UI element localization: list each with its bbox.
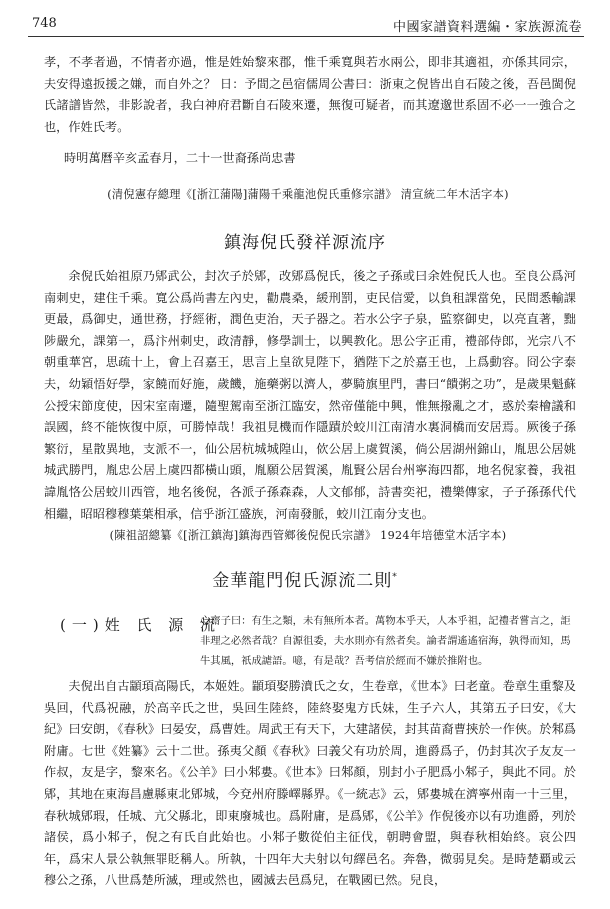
intro-signature: 時明萬曆辛亥孟春月，二十一世裔孫尚忠書 (64, 151, 296, 165)
subsection-note: 心齋子曰：有生之類，未有無所本者。萬物本乎天，人本乎祖，記禮者嘗言之，詎非理之必然者哉？自源徂委，夫水則亦有然者矣。論者謂遙遙宿海，孰得而知，馬牛其風，祇成謔語。噫，有是哉？吾考信於經而不嫌於推附也。 (200, 615, 571, 667)
source-citation-2: (陳祖詔總纂《[浙江鎮海]鎮海西管鄉後倪倪氏宗譜》 1924年培德堂木活字本) (109, 529, 507, 542)
section-1-body: 余倪氏始祖原乃郳武公，封次子於郳，改郳爲倪氏，後之子孫或曰余姓倪氏人也。至良公爲河南刺史，建住千乘。寬公爲尚書左內史，勸農桑，緩刑罰，吏民信愛，以負租課當免，民間悉輸課更最，爲御史，通世務，抒經術，潤色吏治，天子器之。若水公字子泉，監察御史，以亮直著，黜陟嚴允，課第一，爲汴州刺史，政清靜，修學訓士，以興教化。思公字正甫，禮部侍郎，光宗八不朝重華宮，思疏十上，會上召嘉王，思言上皇欲見陛下，猶陛下之於嘉王也，上爲動容。冏公字泰夫，幼穎悟好學，家饒而好施，歲饑，施藥粥以濟人，夢騎旗里門，書曰“饋粥之功”，是歲果魁蘇公授宋節度使，因宋室南遷，隨聖駕南至浙江臨安，然帝僅能中興，惟無撥亂之才，惑於秦檜議和誤國，終不能恢復中原，可勝悼哉！我祖見機而作隱蹟於蛟川江南清水裏洞橋而安居焉。厥後子孫繁衍，星散異地，支派不一，仙公居杭城城隍山，佽公居上虞賀溪，倘公居湖州錦山，胤思公居姚城武勝門，胤忠公居上虞四都橫山頭，胤願公居賀溪，胤賢公居台州寧海四都，地名倪家養，我祖諱胤恪公居蛟川西管，地名後倪，各派子孫森森，人文郁郁，詩書奕祀，禮樂傳家，子子孫孫代代相繼，昭昭穆穆葉葉相承，信乎浙江盛族，河南發脈，蛟川江南分支也。 (44, 269, 576, 521)
section-title-1: 鎮海倪氏發祥源流序 (224, 233, 386, 253)
page-number: 748 (32, 16, 57, 31)
page-header (28, 14, 584, 37)
source-citation-1: (清倪憲存總理《[浙江蒲陽]蒲陽千乘龍池倪氏重修宗譜》 清宣統二年木活字本) (107, 188, 509, 201)
section-2-title-text: 金華龍門倪氏源流二則 (212, 571, 393, 591)
section-title-2 (0, 566, 610, 591)
intro-paragraph: 孝，不孝者過，不情者亦過，惟是姓始黎來郡，惟千乘寬與若水兩公，即非其適祖，亦係其同宗，夫安得遠扳援之嫌，而自外之？ 日：予間之邑宿儒周公書曰：浙東之倪皆出自石陵之後，吾邑閩倪氏諸譜皆然，非影說者，我白神府君斷自石陵來遷，無復可疑者，而其遼邈世系固不必一一強合之也，作姓氏考。 (44, 55, 576, 134)
footnote-mark: * (392, 572, 398, 583)
section-2-body: 夫倪出自古顓頊高陽氏，本姬姓。顓頊娶勝濆氏之女，生卷章，《世本》曰老童。卷章生重黎及吳回，代爲祝融，於高辛氏之世，吳回生陸終，陸終娶鬼方氏妹，生子六人，其第五子曰安，《大紀》曰安朗，《春秋》曰晏安，爲曹姓。周武王有天下，大建諸侯，封其苗裔曹挾於一作俠。於邾爲附庸。七世《姓纂》云十二世。孫夷父顏《春秋》曰義父有功於周，進爵爲子，仍封其次子友友一作叔，友是字，黎來名。《公羊》曰小邾婁。《世本》曰邾顏，別封小子肥爲小邾子，與此不同。於郳，其地在東海昌慮縣東北郳城，今兗州府滕嶧縣界。《一統志》云，郳婁城在濟寧州南一十三里，春秋城郳瑕，任城、亢父縣北，即東廢城也。爲附庸，是爲郳，《公羊》作倪後亦以有功進爵，列於諸侯，爲小邾子，倪之有氏自此始也。小邾子數從伯主征伐，朝聘會盟，與春秋相始終。哀公四年，爲宋人景公執無罪貶稱人。所執，十四年大夫射以句繹邑名。奔魯，微弱見矣。是時楚覇或云穆公之孫，八世爲楚所滅，理或然也，國滅去邑爲兒，在戰國已然。兒良， (44, 679, 576, 888)
subsection-heading: (一)姓 氏 源 流 (60, 616, 222, 634)
book-title: 中國家譜資料選編・家族源流卷 (392, 20, 582, 35)
